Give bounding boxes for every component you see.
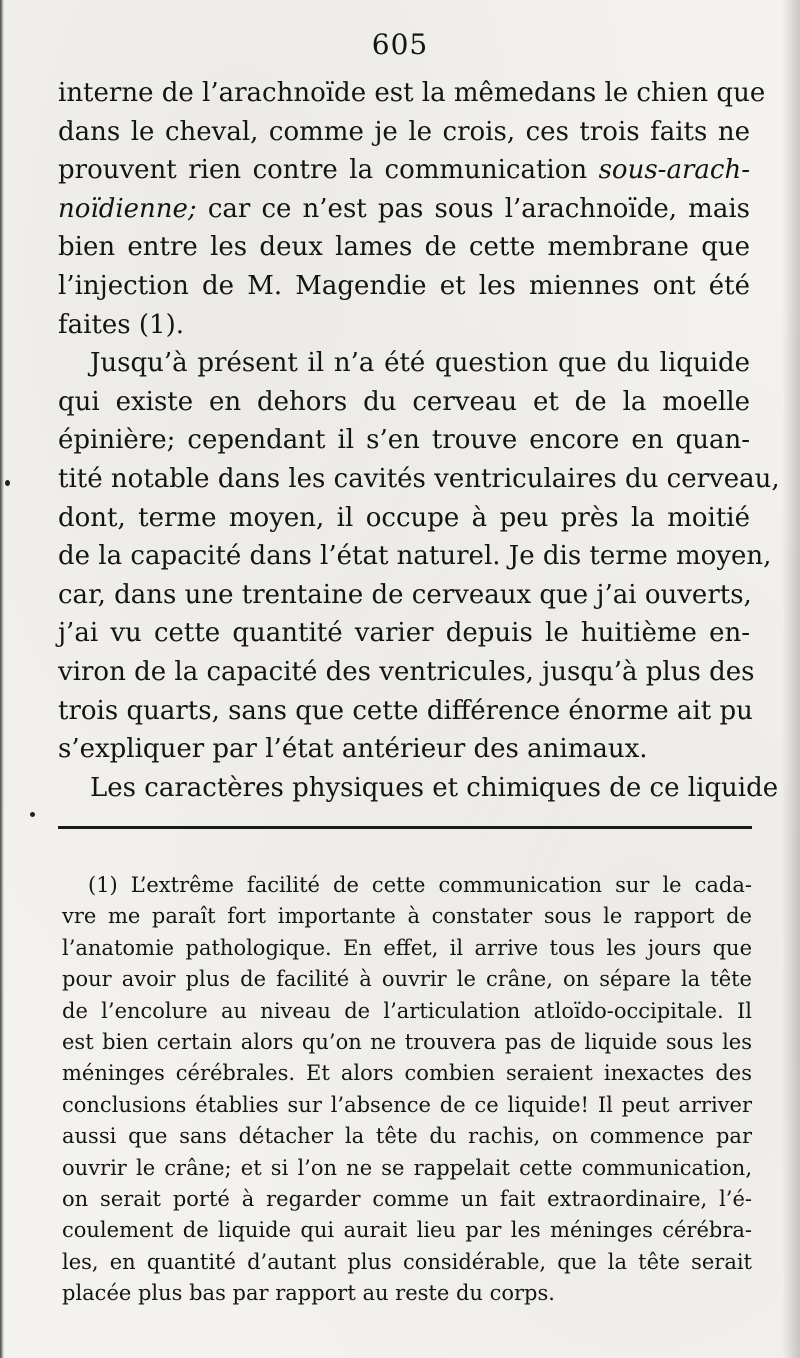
footnote — [62, 870, 752, 1310]
page-left-edge-shadow — [0, 0, 4, 1358]
footnote-line: on serait porté à regarder comme un fait extraordinaire, l’é- — [62, 1187, 752, 1212]
body-line: de la capacité dans l’état naturel. Je dis terme moyen, — [58, 541, 772, 572]
footnote-line: l’anatomie pathologique. En effet, il arrive tous les jours que — [62, 935, 752, 960]
page-right-edge-shadow — [782, 0, 800, 1358]
footnote-line: conclusions établies sur l’absence de ce liquide! Il peut arriver — [62, 1092, 752, 1117]
body-line — [58, 151, 750, 190]
body-line-text: car ce n’est pas sous l’arachnoïde, mais — [196, 193, 750, 224]
body-line: s’expliquer par l’état antérieur des animaux. — [58, 734, 648, 765]
paragraph-start-line: Les caractères physiques et chimiques de ce liquide — [90, 772, 779, 803]
body-line: dont, terme moyen, il occupe à peu près la moitié — [58, 502, 750, 533]
body-line: faites (1). — [58, 309, 184, 340]
body-line: bien entre les deux lames de cette membrane que — [58, 232, 750, 263]
body-line: car, dans une trentaine de cerveaux que j’ai ouverts, — [58, 579, 752, 610]
footnote-line: ouvrir le crâne; et si l’on ne se rappelait cette communication, — [62, 1155, 752, 1180]
footnote-line: les, en quantité d’autant plus considérable, que la tête serait — [62, 1249, 752, 1274]
body-line — [58, 190, 750, 229]
body-line-text: prouvent rien contre la communication — [58, 155, 599, 186]
body-line: épinière; cependant il s’en trouve encore en quan- — [58, 425, 750, 456]
body-line: trois quarts, sans que cette différence énorme ait pu — [58, 695, 753, 726]
body-line: viron de la capacité des ventricules, jusqu’à plus des — [58, 656, 755, 687]
body-line: qui existe en dehors du cerveau et de la moelle — [58, 386, 750, 417]
italic-term: sous-arach- — [598, 155, 750, 186]
body-line: j’ai vu cette quantité varier depuis le huitième en- — [58, 618, 750, 649]
footnote-line: méninges cérébrales. Et alors combien seraient inexactes des — [62, 1061, 752, 1086]
ink-spot — [5, 480, 10, 486]
footnote-separator-rule — [58, 826, 752, 829]
footnote-line: est bien certain alors qu’on ne trouvera pas de liquide sous les — [62, 1030, 752, 1055]
main-text — [58, 74, 780, 807]
ink-spot — [30, 812, 35, 817]
footnote-line: pour avoir plus de facilité à ouvrir le crâne, on sépare la tête — [62, 967, 752, 992]
body-line: dans le cheval, comme je le crois, ces trois faits ne — [58, 116, 750, 147]
body-line: interne de l’arachnoïde est la mêmedans le chien que — [58, 78, 766, 108]
footnote-line: vre me paraît fort importante à constater sous le rapport de — [62, 904, 752, 929]
paragraph-start-line: Jusqu’à présent il n’a été question que du liquide — [90, 348, 750, 379]
footnote-line: placée plus bas par rapport au reste du corps. — [62, 1281, 555, 1306]
body-line: tité notable dans les cavités ventriculaires du cerveau, — [58, 463, 780, 494]
italic-term: noïdienne; — [58, 193, 197, 224]
footnote-line: aussi que sans détacher la tête du rachis, on commence par — [62, 1124, 752, 1149]
footnote-line: coulement de liquide qui aurait lieu par les méninges cérébra- — [62, 1218, 752, 1243]
body-line: l’injection de M. Magendie et les miennes ont été — [58, 270, 750, 301]
footnote-line: de l’encolure au niveau de l’articulation atloïdo-occipitale. Il — [62, 998, 752, 1023]
page-number: 605 — [371, 28, 429, 61]
footnote-line: (1) L’extrême facilité de cette communication sur le cada- — [88, 873, 752, 897]
